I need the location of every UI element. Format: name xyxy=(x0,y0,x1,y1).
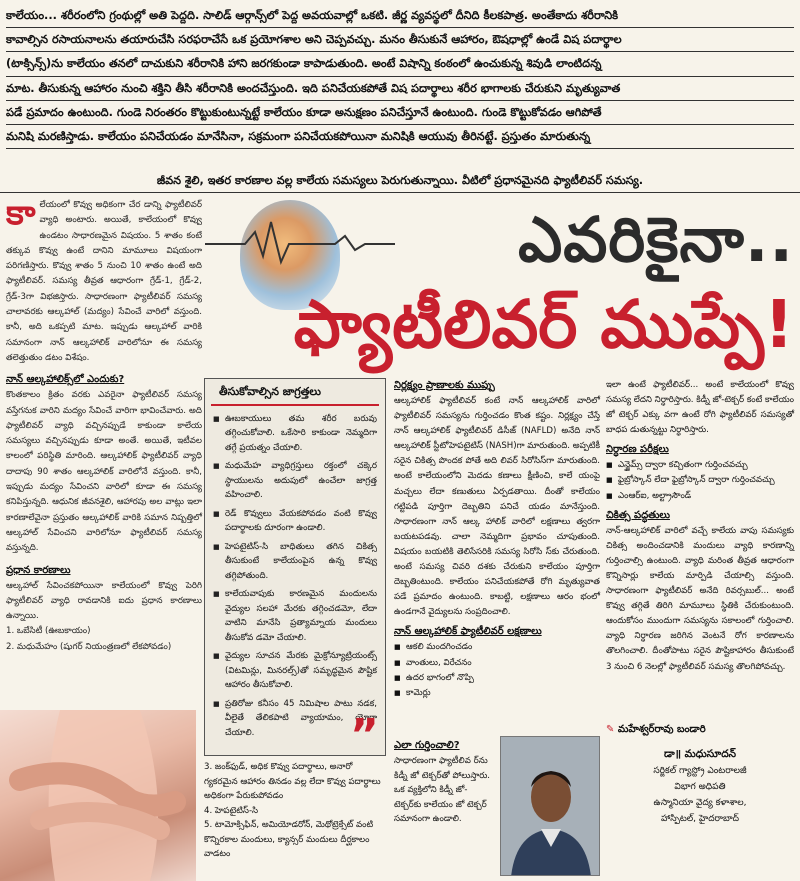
intro-line: కాలేయం... శరీరంలోని గ్రంథుల్లో అతి పెద్దది. సాలిడ్ ఆర్గాన్స్‌లో పెద్ద అవయవాల్లో ఒకటి. జీర్ణ వ్యవస్థలో దీనిది కీలకపాత్ర. అంతేకాదు శరీరానికి xyxy=(6,4,794,28)
precaution-item: ■ కాలేయవాపుకు కారణమైన మందులను వైద్యుల సలహా మేరకు తగ్గించడమో, లేదా వాటిని మానేసి ప్రత్యామ్నాయ మందులు తీసుకోవ డమో చేయాలి. xyxy=(213,587,377,645)
subheading-main-causes: ప్రధాన కారణాలు xyxy=(6,564,71,576)
precaution-item: ■ మధుమేహ వ్యాధిగ్రస్తులు రక్తంలో చక్కెర స్థాయులను అదుపులో ఉంచేలా జాగ్రత్త వహించాలి. xyxy=(213,459,377,503)
intro-line: కావాల్సిన రసాయనాలను తయారుచేసి సరఫరాచేసే ఒక ప్రయోగశాల అని చెప్పవచ్చు. మనం తీసుకునే ఆహారం, ఔషధాల్లో ఉండే విష పదార్థాల xyxy=(6,28,794,52)
pen-icon: ✎ xyxy=(606,724,615,735)
subheading-non-alcoholics: నాన్ ఆల్కహాలిక్స్‌లో ఎందుకు? xyxy=(6,374,125,386)
right-para-1: ఇలా ఉంటే ఫ్యాటీలివర్... అంటే కాలేయంలో కొవ్వు సమస్య లేదని నిర్ధారిస్తారు. కిడ్నీ జో-టెక్చర్ కంటే కాలేయం జో టెక్చర్ ఎక్కు వగా ఉంటే రోగి ఫ్యాటీలివర్ సమస్యతో బాధప డుతున్నట్టు నిర్ధారిస్తారు. xyxy=(606,380,794,436)
headline-line-2: ఫ్యాటీలివర్ ముప్పే! xyxy=(293,286,794,363)
symptoms-list xyxy=(394,640,600,700)
precaution-item: ■ రెడ్ కొవ్వులు వేయకపోవడం వంటి కొవ్వు పదార్థాలకు దూరంగా ఉండాలి. xyxy=(213,507,377,536)
intro-line: మాట. తీసుకున్న ఆహారం నుంచి శక్తిని తీసి శరీరానికి అందచేస్తుంది. ఇది పనిచేయకపోతే విష పదార్థాలు శరీర భాగాలకు చేరుకుని మృత్యువాత xyxy=(6,77,794,101)
doctor-line: హాస్పిటల్, హైదరాబాద్ xyxy=(660,814,739,824)
divider xyxy=(0,192,800,193)
dropcap: కా xyxy=(6,193,36,233)
subheading-symptoms: నాన్ ఆల్కహాలిక్ ఫ్యాటీలివర్ లక్షణాలు xyxy=(394,626,542,638)
cause-item: 3. జంక్‌ఫుడ్, అధిక కొవ్వు పదార్థాలు, అనారో గ్యకరమైన ఆహారం తినడం వల్ల లేదా కొవ్వు పదార్థాలు అధికంగా పేరుకుపోవడం xyxy=(204,762,381,801)
left-para-1 xyxy=(6,193,202,366)
precaution-item: ■ ఊబకాయులు తమ శరీర బరువు తగ్గించుకోవాలి. ఒకేసారి కాకుండా నెమ్మదిగా తగ్గే ప్రయత్నం చేయాలి. xyxy=(213,412,377,456)
left-para-1-text: లేయంలో కొవ్వు అధికంగా చేర డాన్ని ఫ్యాటీలివర్ వ్యాధి అంటారు. అయితే, కాలేయంలో కొవ్వు ఉండటం సాధారణమైన విషయం. 5 శాతం కంటే తక్కువ కొవ్వు ఉంటే దానిని మామూలు విషయంగా పరిగణిస్తారు. కొవ్వు శాతం 5 నుంచి 10 శాతం ఉంటే అది ఫ్యాటీలివర్. సమస్య తీవ్రత ఆధారంగా గ్రేడ్-1, గ్రేడ్-2, గ్రేడ్-3గా విభజిస్తారు. సాధారణంగా ఫ్యాటీలివర్ సమస్య చాలావరకు ఆల్కహాల్ (మద్యం) సేవించే వారిలో వస్తుంది. కానీ, అది ఒకప్పటి మాట. ఇప్పుడు ఆల్కహాల్ వారికి సమానంగా నాన్ ఆల్కహాలిక్ వారిలోనూ ఈ సమస్య తలెత్తుతుం డటం విశేషం. xyxy=(6,200,202,363)
cause-item: 1. ఒబేసిటీ (ఊబకాయం) xyxy=(6,626,91,637)
precaution-item: ■ వైద్యుల సూచన మేరకు మైక్రోన్యూట్రియంట్స్ (విటమిన్లు, మినరల్స్)తో సమృద్ధమైన పౌష్టిక ఆహారం తీసుకోవాలి. xyxy=(213,649,377,693)
test-item: ■ ఎన్జైమ్స్ ద్వారా కచ్చితంగా గుర్తించవచ్చు xyxy=(606,458,794,473)
symptom-item: ■ ఉదర భాగంలో నొప్పి xyxy=(394,671,600,686)
test-item: ■ ఫైబ్రోస్కాన్ లేదా ఫైబ్రోస్కాన్ ద్వారా గుర్తించవచ్చు xyxy=(606,473,794,488)
identify-section xyxy=(394,738,494,878)
left-para-2: కొంతకాలం క్రితం వరకు ఎవరైనా ఫ్యాటీలివర్ సమస్య వస్తేగనుక వారిని మద్యం సేవించే వారిగా భావించేవారు. అది ఫ్యాటీలివర్ వ్యాధి వచ్చినప్పుడే కాకుండా కాలేయ సమస్యలు వచ్చినప్పుడు కూడా అంతే. అయితే, ఇటీవల కాలంలో పరిస్థితి మారింది. ఆల్కహాలిక్ ఫ్యాటీలివర్ వ్యాధి దాదాపు 90 శాతం ఆల్కహాలిక్ వారిలోనే వస్తుంది. కానీ, ఇప్పుడు మద్యం సేవించని వారిలో కూడా ఈ సమస్య కనిపిస్తున్నది. ఆధునిక జీవనశైలి, ఆహారపు అల వాట్లు ఇలా కారణాలేవైనా ప్రస్తుతం ఆల్కహాలిక్ వారికి సమాన నిష్పత్తిలో ఆల్కహాల్ సేవించని వారిలోనూ ఫ్యాటీలివర్ సమస్య వస్తున్నది. xyxy=(6,390,202,554)
cause-item: 2. మధుమేహం (షుగర్ నియంత్రణలో లేకపోవడం) xyxy=(6,641,172,652)
symptom-item: ■ కామెర్లు xyxy=(394,686,600,701)
abdomen-pain-photo xyxy=(0,710,196,881)
subheading-negligence: నిర్లక్ష్యం ప్రాణాలకు ముప్పు xyxy=(394,380,495,391)
right-para-2: నాన్-ఆల్కహాలిక్ వారిలో వచ్చే కాలేయ వాపు సమస్యకు చికిత్స అందించడానికి మందులు వ్యాధి కారణాన్ని గుర్తించాల్సి ఉంటుంది. వ్యాధి మరింత తీవ్రత ఆధారంగా కొన్నిసార్లు కాలేయ మార్పిడి చేయాల్సి వస్తుంది. సాధారణంగా ఫ్యాటీలివర్ అనేది రివర్సబుల్... అంటే కొవ్వు తగ్గితే తిరిగి మామూలు స్థితికి చేరుకుంటుంది. ఆందుకోసం ముందుగా సమస్యను సకాలంలో గుర్తించాలి. వ్యాధి నిర్ధారణ జరిగిన వెంటనే రోగ కారణాలను తొలగించాలి. దీంతోపాటు సరైన పౌష్టికాహారం తీసుకుంటే 3 నుంచి 6 నెలల్లో ఫ్యాటీలివర్ సమస్య తొలగిపోవచ్చు. xyxy=(606,525,794,672)
doctor-name: డా॥ మధుసూదన్ xyxy=(664,748,736,760)
headline-line-1: ఎవరికైనా.. xyxy=(518,203,794,276)
precautions-box xyxy=(204,378,386,761)
closing-quote-icon: ” xyxy=(350,710,379,761)
right-column xyxy=(606,378,794,756)
doctor-line: సర్జికల్ గ్యాస్ట్రో ఎంటరాలజీ xyxy=(653,766,747,776)
doctor-photo xyxy=(500,736,600,876)
left-column xyxy=(6,193,202,698)
symptom-item: ■ వాంతులు, విరేచనం xyxy=(394,656,600,671)
test-item: ■ ఎంఆర్ఐ, అల్ట్రాసౌండ్ xyxy=(606,489,794,504)
subheading-treatment: చికిత్స పద్ధతులు xyxy=(606,509,670,521)
cause-item: 5. టామోక్సిఫిన్, అమియోడరోన్, మెథోట్రెక్సేట్ వంటి కొన్నిరకాల మందులు, క్యాన్సర్ మందులు దీర్ఘకాలం వాడటం xyxy=(204,820,374,859)
intro-line: మనిషి మరణిస్తాడు. కాలేయం పనిచేయడం మానేసినా, సక్రమంగా పనిచేయకపోయినా మనిషికి ఆయువు తీరినట్టే. ప్రస్తుతం మారుతున్న xyxy=(6,125,794,149)
tests-list xyxy=(606,458,794,503)
subheading-identify: ఎలా గుర్తించాలి? xyxy=(394,740,460,751)
doctor-credit xyxy=(606,745,794,877)
precaution-item: ■ హెపటైటిస్-సి బాధితులు తగిన చికిత్స తీసుకుంటే కాలేయంపైన ఉన్న కొవ్వు తగ్గిపోతుంది. xyxy=(213,540,377,584)
author-name: మహేశ్వర్‌రావు బండారి xyxy=(617,724,706,735)
doctor-line: విభాగ అధిపతి xyxy=(674,782,726,792)
precautions-title: తీసుకోవాల్సిన జాగ్రత్తలు xyxy=(211,379,379,406)
intro-line: పడే ప్రమాదం ఉంటుంది. గుండె నిరంతరం కొట్టుకుంటున్నట్టే కాలేయం కూడా అనుక్షణం పనిచేస్తూనే ఉంటుంది. గుండె కొట్టుకోవడం ఆగిపోతే xyxy=(6,101,794,125)
doctor-line: ఉస్మానియా వైద్య కళాశాల, xyxy=(653,798,747,808)
identify-text: సాధారణంగా ఫ్యాటీలివ ర్‌ను కిడ్నీ జో టెక్చర్‌తో పోలుస్తారు. ఒక వ్యక్తిలోని కిడ్నీ జో-టెక్చర్‌కు కాలేయం జో టెక్చర్ సమానంగా ఉండాలి. xyxy=(394,756,491,824)
precaution-item: ■ ప్రతిరోజు కనీసం 45 నిమిషాల పాటు నడక, వీలైతే తేలికపాటి వ్యాయామం, యోగా చేయాలి. xyxy=(213,697,377,741)
symptom-item: ■ ఆకలి మందగించడం xyxy=(394,640,600,655)
intro-last-line: జీవన శైలి, ఇతర కారణాల వల్ల కాలేయ సమస్యలు పెరుగుతున్నాయి. వీటిలో ప్రధానమైనది ఫ్యాటీలివర్ సమస్య. xyxy=(156,174,644,187)
precautions-list xyxy=(205,406,385,741)
subheading-tests: నిర్ధారణ పరీక్షలు xyxy=(606,444,669,456)
middle-para-1: ఆల్కహాలిక్ ఫ్యాటీలివర్ కంటే నాన్ ఆల్కహాలిక్ వారిలో ఫ్యాటీలివర్ సమస్యను గుర్తించడం కొంత కష్టం. నిర్లక్ష్యం చేస్తే నాన్ ఆల్కహాలిక్ ఫ్యాటీలివర్ డిసీజ్ (NAFLD) అనేది నాన్ ఆల్కహాలిక్ స్టీటోహెపటైటిస్ (NASH)గా మారుతుంది. అప్పటికీ సరైన చికిత్స పొందక పోతే అది లివర్ సిరోసిస్‌గా మారుతుంది. అంటే కాలేయంలోని మెదడు కణాలు క్షీణించి, కాలే యంపై మచ్చలు లేదా కణుతులు ఏర్పడతాయి. దీంతో కాలేయం గట్టిపడి పూర్తిగా దెబ్బతిని పనిచే యడం మానేస్తుంది. సాధారణంగా నాన్ ఆల్క హాలిక్ వారిలో లక్షణాలు త్వరగా బయటపడవు. చాలా నెమ్మదిగా ప్రభావం చూపుతుంది. విషయం బయటికి తెలిసేసరికి సమస్య సిరోసి స్‌కు చేరుతుంది. అంటే సమస్య చివరి దశకు చేరుకుని కాలేయం పూర్తిగా దెబ్బతింటుంది. కాలేయం పనిచేయకపోతే రోగి మృత్యువాత పడే ప్రమాదం ఉంటుంది. కాబట్టి, లక్షణాలు ఆరం భంలో ఉండగానే వైద్యులను సంప్రదించాలి. xyxy=(394,396,600,618)
intro-paragraph xyxy=(6,4,794,192)
more-causes xyxy=(204,760,386,881)
heartbeat-line-icon xyxy=(205,212,395,272)
author-byline xyxy=(606,720,794,740)
left-para-3: ఆల్కహాల్ సేవించకపోయినా కాలేయంలో కొవ్వు పెరిగి ఫ్యాటీలివర్ వ్యాధి రావడానికి ఐదు ప్రధాన కారణాలు ఉన్నాయి. xyxy=(6,580,202,622)
middle-column xyxy=(394,378,600,738)
cause-item: 4. హెపటైటిస్-సి xyxy=(204,805,259,816)
intro-line: (టాక్సిన్స్)ను కాలేయం తనలో దాచుకుని శరీరానికి హాని జరగకుండా కాపాడుతుంది. అంటే విషాన్ని కంఠంలో ఉంచుకున్న శివుడి లాంటిదన్న xyxy=(6,52,794,76)
